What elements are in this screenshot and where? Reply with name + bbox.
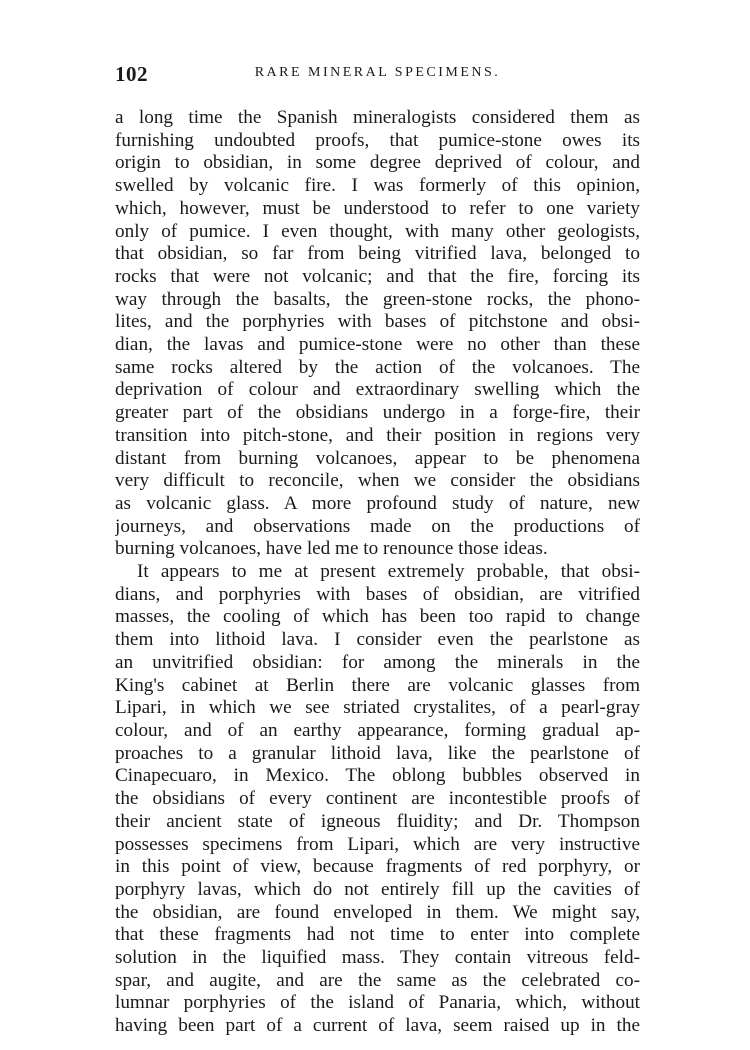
text-line: the obsidians of every continent are incontestible proofs of: [115, 788, 640, 810]
text-line: in this point of view, because fragments of red porphyry, or: [115, 856, 640, 878]
text-line: way through the basalts, the green-stone rocks, the phono-: [115, 288, 640, 310]
text-line: having been part of a current of lava, seem raised up in the: [115, 1015, 640, 1037]
text-line: as volcanic glass. A more profound study of nature, new: [115, 492, 640, 514]
running-title: RARE MINERAL SPECIMENS.: [254, 65, 501, 80]
text-line: deprivation of colour and extraordinary swelling which the: [115, 379, 640, 401]
text-line: possesses specimens from Lipari, which are very instructive: [115, 833, 640, 855]
text-line: origin to obsidian, in some degree deprived of colour, and: [115, 152, 640, 174]
text-line: swelled by volcanic fire. I was formerly of this opinion,: [115, 175, 640, 197]
text-line: dians, and porphyries with bases of obsidian, are vitrified: [115, 583, 640, 605]
text-line: very difficult to reconcile, when we consider the obsidians: [115, 470, 640, 492]
text-line: Cinapecuaro, in Mexico. The oblong bubbles observed in: [115, 765, 640, 787]
text-line: that these fragments had not time to enter into complete: [115, 924, 640, 946]
text-line: an unvitrified obsidian: for among the minerals in the: [115, 651, 640, 673]
text-line: distant from burning volcanoes, appear to be phenomena: [115, 447, 640, 469]
text-line: It appears to me at present extremely probable, that obsi-: [137, 561, 640, 583]
text-line: them into lithoid lava. I consider even the pearlstone as: [115, 629, 640, 651]
text-line: greater part of the obsidians undergo in a forge-fire, their: [115, 402, 640, 424]
text-line: proaches to a granular lithoid lava, like the pearlstone of: [115, 742, 640, 764]
text-line: dian, the lavas and pumice-stone were no other than these: [115, 334, 640, 356]
text-line: only of pumice. I even thought, with many other geologists,: [115, 220, 640, 242]
text-line: burning volcanoes, have led me to renounce those ideas.: [115, 538, 548, 560]
page-number: 102: [115, 62, 148, 86]
text-line: rocks that were not volcanic; and that the fire, forcing its: [115, 265, 640, 287]
text-line: spar, and augite, and are the same as the celebrated co-: [115, 969, 640, 991]
text-line: Lipari, in which we see striated crystalites, of a pearl-gray: [115, 697, 640, 719]
text-line: solution in the liquified mass. They contain vitreous feld-: [115, 947, 640, 969]
text-line: a long time the Spanish mineralogists considered them as: [115, 107, 640, 128]
paragraph-2: [115, 561, 640, 1038]
text-line: that obsidian, so far from being vitrified lava, belonged to: [115, 243, 640, 265]
paragraph-1: [115, 107, 640, 561]
text-line: masses, the cooling of which has been too rapid to change: [115, 606, 640, 628]
body-text: [115, 107, 640, 1038]
text-line: transition into pitch-stone, and their position in regions very: [115, 424, 640, 446]
page-header: [115, 62, 640, 90]
text-line: porphyry lavas, which do not entirely fill up the cavities of: [115, 878, 640, 900]
text-line: furnishing undoubted proofs, that pumice-stone owes its: [115, 129, 640, 151]
text-line: same rocks altered by the action of the volcanoes. The: [115, 356, 640, 378]
text-line: King's cabinet at Berlin there are volcanic glasses from: [115, 674, 640, 696]
text-line: lumnar porphyries of the island of Panaria, which, without: [115, 992, 640, 1014]
text-line: lites, and the porphyries with bases of pitchstone and obsi-: [115, 311, 640, 333]
text-line: journeys, and observations made on the productions of: [115, 515, 640, 537]
text-line: which, however, must be understood to refer to one variety: [115, 197, 640, 219]
text-line: colour, and of an earthy appearance, forming gradual ap-: [115, 719, 640, 741]
text-line: the obsidian, are found enveloped in them. We might say,: [115, 901, 640, 923]
text-line: their ancient state of igneous fluidity; and Dr. Thompson: [115, 810, 640, 832]
